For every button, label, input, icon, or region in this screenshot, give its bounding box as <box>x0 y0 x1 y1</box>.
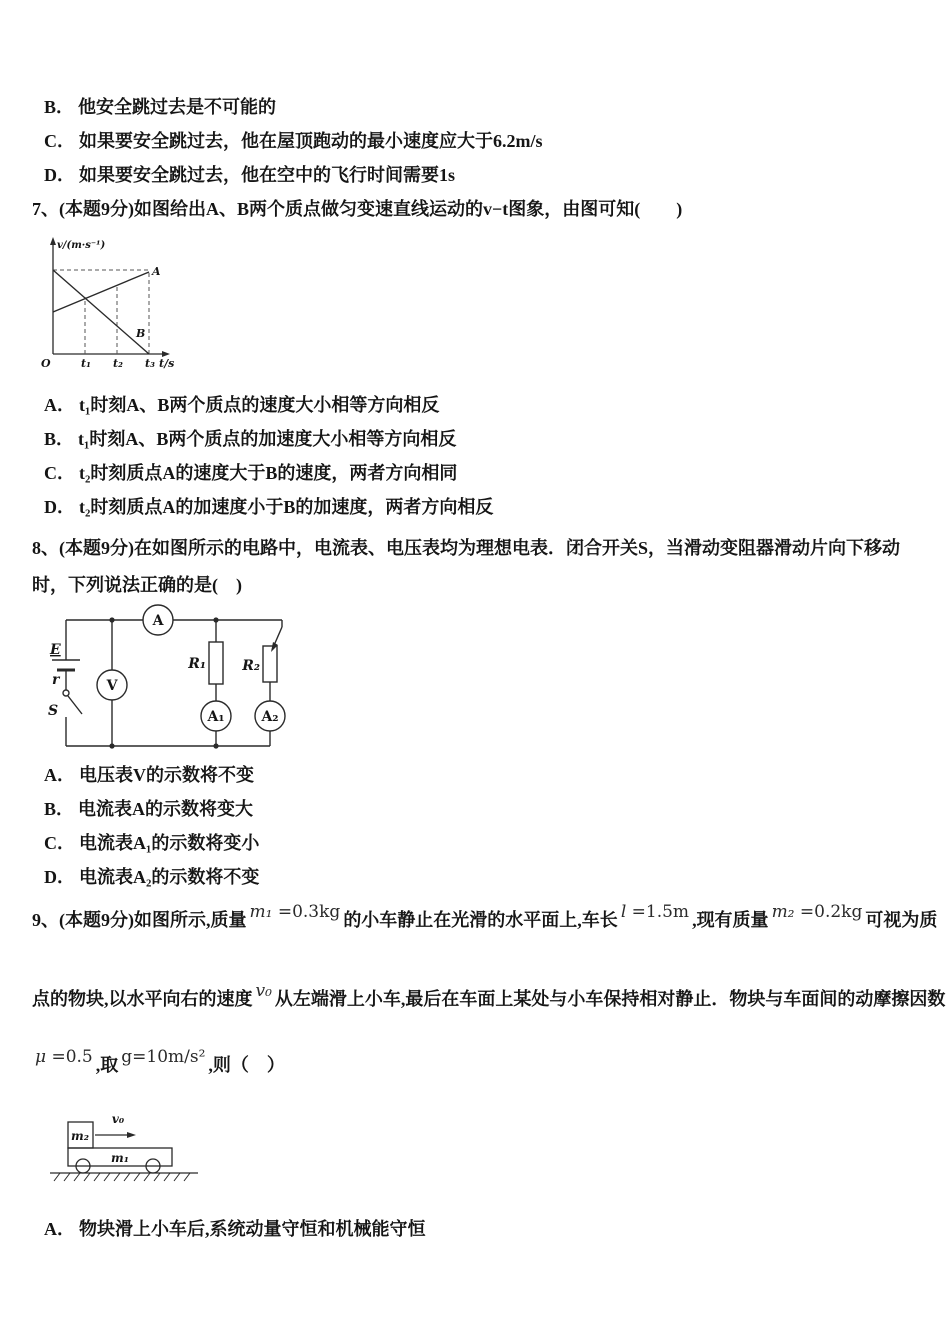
junction-dot <box>213 743 218 748</box>
option-letter: D． <box>44 497 75 517</box>
r2-resistor-body <box>263 646 277 682</box>
y-axis-arrow-icon <box>50 237 56 245</box>
stem-text: 可视为质 <box>865 910 938 930</box>
formula-var: l <box>620 902 627 922</box>
stem-text: ,现有质量 <box>692 910 769 930</box>
q9-stem-line2 <box>32 979 946 1020</box>
q7-option-a <box>32 394 922 416</box>
stem-text: 的小车静止在光滑的水平面上,车长 <box>343 910 618 930</box>
line-a-label: A <box>152 265 161 278</box>
t3-tick-label: t₃ <box>145 357 155 370</box>
q7-stem: 7、(本题9分)如图给出A、B两个质点做匀变速直线运动的v−t图象，由图可知( ) <box>32 199 683 219</box>
q9-stem-line1 <box>32 900 938 941</box>
circuit-wires <box>52 605 285 746</box>
option-letter: B． <box>44 799 75 819</box>
r2-label: R₂ <box>242 658 260 674</box>
formula-var: m₂ <box>771 902 795 922</box>
q8-option-d <box>32 866 922 888</box>
switch-hinge <box>63 690 69 696</box>
origin-label: O <box>41 357 51 370</box>
option-letter: A． <box>44 1219 75 1239</box>
option-letter: A． <box>44 395 75 415</box>
y-axis-label: v/(m·s⁻¹) <box>57 240 106 251</box>
formula-var: m₁ <box>249 902 273 922</box>
q8-stem: 8、(本题9分)在如图所示的电路中，电流表、电压表均为理想电表．闭合开关S，当滑动变阻器滑动片向下移动时，下列说法正确的是( ) <box>32 538 900 595</box>
vt-graph-svg <box>37 234 177 376</box>
q8-option-b <box>32 798 922 820</box>
q9-stem-line3 <box>32 1045 922 1086</box>
option-letter: D． <box>44 867 75 887</box>
graph-labels <box>41 240 174 370</box>
q9-option-a <box>32 1218 922 1240</box>
r1-label: R₁ <box>188 656 206 672</box>
option-text: t₂时刻质点A的加速度小于B的加速度，两者方向相反 <box>79 497 494 517</box>
option-letter: B． <box>44 429 75 449</box>
formula-length <box>618 902 692 922</box>
option-text: 电流表A₂的示数将不变 <box>79 867 260 887</box>
cart-labels <box>71 1112 129 1165</box>
junction-dot <box>109 617 114 622</box>
formula-value: =1.5m <box>626 902 690 922</box>
line-a <box>53 272 149 312</box>
q7-option-c <box>32 462 922 484</box>
switch-lever <box>68 696 82 714</box>
formula-value: g=10m/s² <box>121 1047 206 1067</box>
formula-m2 <box>769 902 866 922</box>
option-letter: A． <box>44 765 75 785</box>
formula-value: =0.5 <box>46 1047 93 1067</box>
velocity-label: v₀ <box>111 1112 125 1126</box>
ammeter2-label: A₂ <box>261 709 279 725</box>
option-text: t₂时刻质点A的速度大于B的速度，两者方向相同 <box>79 463 458 483</box>
cart-svg <box>46 1110 216 1190</box>
junction-dot <box>109 743 114 748</box>
formula-m1 <box>247 902 344 922</box>
option-letter: C． <box>44 833 75 853</box>
q7-option-d <box>32 496 922 518</box>
x-axis-label: t/s <box>159 357 175 370</box>
ammeter1-label: A₁ <box>207 709 225 725</box>
q6-option-b <box>32 96 922 118</box>
block-m2-label: m₂ <box>71 1129 89 1143</box>
stem-text: ,则（ ） <box>208 1055 285 1075</box>
option-text: 电流表A₁的示数将变小 <box>79 833 260 853</box>
formula-value: =0.3kg <box>272 902 341 922</box>
emf-label: E <box>50 642 61 658</box>
q8-option-c <box>32 832 922 854</box>
formula-var: v₀ <box>255 981 272 1001</box>
option-text: t₁时刻A、B两个质点的加速度大小相等方向相反 <box>78 429 457 449</box>
q7-vt-graph <box>37 234 922 376</box>
option-text: 他安全跳过去是不可能的 <box>78 97 277 117</box>
switch-label: S <box>48 703 59 719</box>
stem-text: 从左端滑上小车,最后在车面上某处与小车保持相对静止．物块与车面间的动摩擦因数 <box>274 989 946 1009</box>
option-letter: C． <box>44 463 75 483</box>
q8-options <box>32 764 922 888</box>
circuit-svg <box>44 600 294 760</box>
circuit-labels <box>48 613 279 725</box>
t1-tick-label: t₁ <box>81 357 91 370</box>
q8-circuit-diagram <box>44 600 922 760</box>
ground-hatching <box>54 1173 190 1181</box>
graph-lines <box>53 270 149 354</box>
axis-arrowheads <box>50 237 170 357</box>
main-ammeter-label: A <box>152 613 164 629</box>
line-b-label: B <box>136 327 146 340</box>
formula-v0 <box>253 981 275 1001</box>
option-text: 如果要安全跳过去，他在空中的飞行时间需要1s <box>79 165 456 185</box>
q6-option-c <box>32 130 922 152</box>
formula-g <box>118 1047 208 1067</box>
stem-text: 点的物块,以水平向右的速度 <box>32 989 253 1009</box>
junction-dot <box>213 617 218 622</box>
q9-cart-diagram <box>46 1110 922 1190</box>
stem-text: 9、(本题9分)如图所示,质量 <box>32 910 247 930</box>
q7-option-b <box>32 428 922 450</box>
formula-mu <box>32 1047 96 1067</box>
stem-text: ,取 <box>95 1055 119 1075</box>
r1-resistor-body <box>209 642 223 684</box>
q8-option-a <box>32 764 922 786</box>
option-letter: D． <box>44 165 75 185</box>
q6-option-d <box>32 164 922 186</box>
option-text: t₁时刻A、B两个质点的速度大小相等方向相反 <box>79 395 440 415</box>
option-letter: C． <box>44 131 75 151</box>
cart-m1-label: m₁ <box>111 1151 129 1165</box>
option-text: 如果要安全跳过去，他在屋顶跑动的最小速度应大于6.2m/s <box>79 131 543 151</box>
graph-axes <box>53 243 164 354</box>
formula-var: μ <box>35 1047 47 1067</box>
voltmeter-label: V <box>106 678 118 694</box>
option-text: 物块滑上小车后,系统动量守恒和机械能守恒 <box>79 1219 426 1239</box>
option-text: 电压表V的示数将不变 <box>79 765 254 785</box>
option-letter: B． <box>44 97 75 117</box>
t2-tick-label: t₂ <box>113 357 123 370</box>
option-text: 电流表A的示数将变大 <box>78 799 254 819</box>
circuit-dots-and-arrows <box>109 617 278 748</box>
line-b <box>53 270 149 354</box>
internal-resistance-label: r <box>52 672 60 688</box>
formula-value: =0.2kg <box>794 902 863 922</box>
velocity-arrowhead-icon <box>127 1132 136 1138</box>
